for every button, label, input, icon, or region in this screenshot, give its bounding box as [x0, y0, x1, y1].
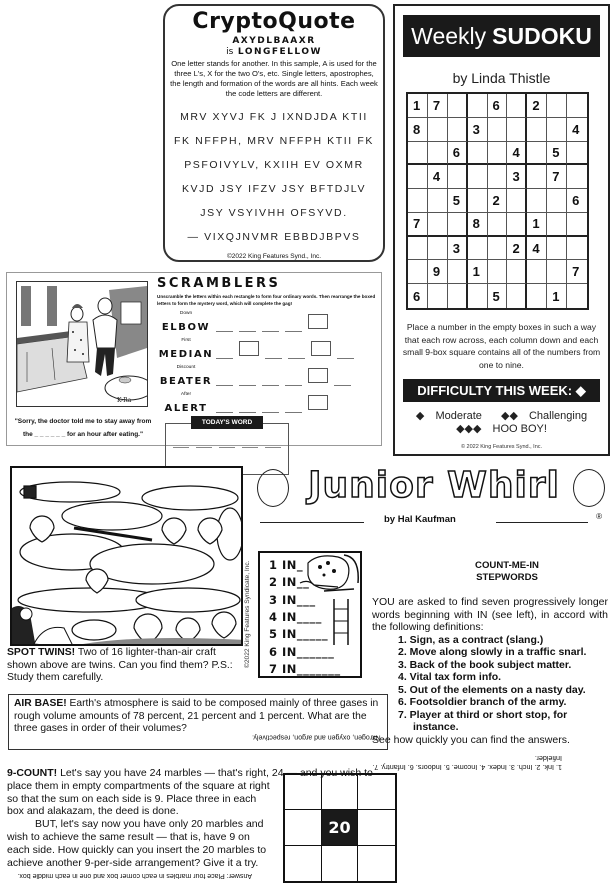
- stepword-clue: 3. Back of the book subject matter.: [398, 658, 572, 671]
- letter-slot[interactable]: [285, 395, 302, 413]
- stepwords-answer-inverted: 1. Ink. 2. Inch. 3. Index. 4. Income. 5. Indoors. 6. Infantry. 7. Infielder.: [372, 754, 562, 772]
- sudoku-cell[interactable]: [448, 260, 468, 284]
- square-compartment: [285, 810, 322, 845]
- junior-whirl-byline: by Hal Kaufman: [384, 514, 456, 525]
- sudoku-cell[interactable]: [408, 142, 428, 166]
- sudoku-cell[interactable]: [527, 118, 547, 142]
- spot-twins-lead: SPOT TWINS!: [7, 647, 76, 658]
- cipher-line: MRV XYVJ FK J IXNDJDA KTII: [180, 111, 368, 123]
- cartoon-caption: "Sorry, the doctor told me to stay away from the _ _ _ _ _ _ for an hour after eating.": [14, 418, 152, 438]
- sudoku-cell[interactable]: 8: [408, 118, 428, 142]
- cipher-line: KVJD JSY IFZV JSY BFTDJLV: [181, 183, 367, 195]
- letter-slot[interactable]: [216, 341, 233, 359]
- airship: [90, 544, 214, 584]
- sudoku-cell[interactable]: [448, 213, 468, 237]
- todays-word-blanks: [173, 447, 281, 448]
- stepword-row: 2 IN__: [269, 575, 310, 590]
- stepword-row: 4 IN____: [269, 609, 322, 624]
- blimp-vertical: [217, 508, 243, 560]
- sudoku-cell[interactable]: [567, 213, 587, 237]
- sudoku-cell[interactable]: 1: [527, 213, 547, 237]
- stepword-row: 7 IN_______: [269, 661, 341, 676]
- scrambled-word: [157, 337, 215, 362]
- sudoku-cell[interactable]: [527, 284, 547, 308]
- spot-twins-copyright: ©2022 King Features Syndicate, Inc.: [244, 560, 251, 668]
- sudoku-cell[interactable]: 7: [428, 94, 448, 118]
- junior-whirl-title: Junior Whirl: [308, 465, 560, 506]
- sudoku-cell[interactable]: [448, 284, 468, 308]
- cipher-line: FK NFFPH, MRV NFFPH KTII FK: [174, 135, 374, 147]
- sudoku-banner: [403, 15, 600, 57]
- stepword-clue: 2. Move along slowly in a traffic snarl.: [398, 646, 587, 658]
- word-letters: ALERT: [164, 403, 208, 414]
- todays-word-slot[interactable]: [265, 447, 281, 448]
- letter-slot[interactable]: [239, 368, 256, 386]
- sudoku-cell[interactable]: [527, 142, 547, 166]
- sudoku-cell[interactable]: [448, 94, 468, 118]
- junior-whirl-byline-row: [258, 510, 608, 528]
- sudoku-cell[interactable]: [567, 237, 587, 261]
- cryptoquote-sample: [165, 36, 383, 58]
- sudoku-cell[interactable]: [527, 165, 547, 189]
- stepword-clue: 6. Footsoldier branch of the army.: [398, 696, 567, 708]
- word-letters: MEDIAN: [158, 349, 214, 360]
- airship: [62, 502, 162, 530]
- boxed-letter-slot[interactable]: [308, 395, 328, 410]
- stepword-row: 1 IN_: [269, 558, 304, 572]
- scramblers-description: Unscramble the letters within each rectangle to form four ordinary words. Then rearrange the boxed letters to form the mystery word, which will complete the gag!: [157, 294, 376, 306]
- sudoku-cell[interactable]: [428, 189, 448, 213]
- stepwords-intro: YOU are asked to find seven progressively longer words beginning with IN (see left), in accord with the following definitions:: [372, 596, 608, 633]
- sudoku-cell[interactable]: [527, 189, 547, 213]
- stepwords-outro: See how quickly you can find the answers.: [372, 733, 570, 746]
- letter-slot[interactable]: [239, 314, 256, 332]
- sudoku-cell[interactable]: [507, 94, 527, 118]
- letter-slot[interactable]: [337, 341, 354, 359]
- sudoku-cell[interactable]: 5: [488, 284, 508, 308]
- sudoku-cell[interactable]: [428, 237, 448, 261]
- diamond-icon: ◆: [415, 410, 425, 422]
- sudoku-cell[interactable]: [507, 260, 527, 284]
- sudoku-cell[interactable]: [488, 118, 508, 142]
- stepword-clue: 1. Sign, as a contract (slang.): [398, 633, 544, 646]
- sudoku-cell[interactable]: [488, 260, 508, 284]
- stepword-row: 3 IN___: [269, 592, 316, 607]
- sudoku-cell[interactable]: 3: [468, 118, 488, 142]
- sudoku-cell[interactable]: [428, 142, 448, 166]
- air-base-box: AIR BASE! Earth's atmosphere is said to be composed mainly of three gases in rough volume amounts of 78 percent, 21 percent and 1 percent. What are the three gases in order of their volumes? Nitrogen, oxygen and argon, respectively.: [8, 694, 388, 750]
- sudoku-cell[interactable]: [567, 142, 587, 166]
- todays-word-slot[interactable]: [196, 447, 212, 448]
- air-base-lead: AIR BASE!: [14, 698, 67, 709]
- air-base-answer-inverted: Nitrogen, oxygen and argon, respectively.: [252, 734, 381, 741]
- todays-word-slot[interactable]: [173, 447, 189, 448]
- stepword-row: 6 IN______: [269, 644, 335, 659]
- sudoku-cell[interactable]: 7: [567, 260, 587, 284]
- sudoku-cell[interactable]: [428, 118, 448, 142]
- sudoku-cell[interactable]: [468, 165, 488, 189]
- nine-count-answer-inverted: Answer: Place four marbles in each corner box and one in each middle box.: [17, 872, 252, 880]
- sudoku-cell[interactable]: 1: [468, 260, 488, 284]
- sudoku-grid: [406, 92, 589, 310]
- sudoku-cell[interactable]: 4: [428, 165, 448, 189]
- square-compartment: [358, 775, 395, 810]
- sudoku-cell[interactable]: [507, 189, 527, 213]
- square-compartment: [322, 775, 359, 810]
- sudoku-cell[interactable]: [507, 213, 527, 237]
- cryptoquote-copyright: ©2022 King Features Synd., Inc.: [226, 253, 322, 260]
- count-me-in-section: [372, 560, 612, 772]
- word-hint: After: [180, 392, 192, 397]
- sudoku-cell[interactable]: 4: [507, 142, 527, 166]
- sudoku-cell[interactable]: [547, 213, 567, 237]
- letter-slot[interactable]: [216, 368, 233, 386]
- sudoku-cell[interactable]: 5: [448, 189, 468, 213]
- byline-rule-right: [496, 522, 588, 523]
- sudoku-cell[interactable]: [547, 189, 567, 213]
- letter-slot[interactable]: [262, 314, 279, 332]
- girl-face-icon: [573, 469, 605, 507]
- stepword-clue: 7. Player at third or short stop, for instance.: [398, 708, 568, 733]
- sudoku-cell[interactable]: [507, 118, 527, 142]
- answer-blanks: [216, 341, 354, 359]
- sudoku-cell[interactable]: [547, 94, 567, 118]
- nine-count-section: 9-COUNT! Let's say you have 24 marbles — that's right, 24 — and you wish to place them in empty compartments of the square at right so that the sum on each side is 9. Place three in each box and alakazam, the deed is done. BUT, let's say now you have only 20 marbles and wish to achieve the same result — that is, have 9 on each side. How quickly can you insert the 20 marbles to achieve another 9-per-side arrangement? Give it a try. Answer: Place four marbles in each corner box and one in each middle box.: [7, 767, 373, 880]
- word-hint: Down: [179, 311, 193, 316]
- letter-slot[interactable]: [265, 341, 282, 359]
- sudoku-cell[interactable]: 3: [507, 165, 527, 189]
- answer-blanks: [216, 368, 351, 386]
- airships-and-balloons-drawing: [12, 468, 243, 646]
- marble-square-grid: [283, 773, 397, 883]
- letter-slot[interactable]: [239, 395, 256, 413]
- stepwords-clues: [398, 634, 612, 734]
- sudoku-cell[interactable]: 6: [408, 284, 428, 308]
- level-challenging: ◆◆ Challenging: [500, 410, 588, 422]
- cryptoquote-panel: [163, 4, 385, 262]
- scrambled-word: [157, 310, 215, 335]
- word-hint: First: [181, 338, 191, 343]
- letter-slot[interactable]: [216, 314, 233, 332]
- sudoku-cell[interactable]: 2: [488, 189, 508, 213]
- cipher-line: PSFOIVYLV, KXIIH EV OXMR: [184, 159, 364, 171]
- square-compartment: [358, 846, 395, 881]
- todays-word-label: TODAY'S WORD: [191, 416, 263, 429]
- stepword-row: 5 IN_____: [269, 627, 329, 642]
- letter-slot[interactable]: [262, 395, 279, 413]
- sudoku-cell[interactable]: [547, 118, 567, 142]
- sudoku-cell[interactable]: 6: [567, 189, 587, 213]
- sudoku-cell[interactable]: [488, 213, 508, 237]
- sudoku-copyright: © 2022 King Features Synd., Inc.: [460, 444, 543, 450]
- registered-mark: ®: [596, 512, 602, 521]
- sudoku-cell[interactable]: [408, 189, 428, 213]
- scrambled-word: [157, 364, 215, 389]
- letter-slot[interactable]: [334, 368, 351, 386]
- todays-word-slot[interactable]: [219, 447, 235, 448]
- sudoku-panel: [393, 4, 610, 456]
- sudoku-cell[interactable]: 7: [547, 165, 567, 189]
- sudoku-cell[interactable]: [428, 213, 448, 237]
- sudoku-cell[interactable]: 2: [507, 237, 527, 261]
- scramblers-title: SCRAMBLERS: [157, 276, 281, 291]
- answer-blanks: [216, 395, 328, 413]
- sudoku-cell[interactable]: [448, 165, 468, 189]
- sudoku-cell[interactable]: 4: [567, 118, 587, 142]
- sudoku-cell[interactable]: [488, 237, 508, 261]
- diamond-icon: ◆◆◆: [456, 423, 482, 435]
- square-compartment: [285, 846, 322, 881]
- sudoku-cell[interactable]: 7: [408, 213, 428, 237]
- sudoku-cell[interactable]: [468, 189, 488, 213]
- letter-slot[interactable]: [262, 368, 279, 386]
- sudoku-instructions: Place a number in the empty boxes in such a way that each row across, each column down and each small 9-box square contains all of the numbers from one to nine.: [402, 322, 601, 370]
- sudoku-cell[interactable]: [547, 260, 567, 284]
- level-moderate: ◆ Moderate: [415, 410, 482, 422]
- sudoku-cell[interactable]: 3: [448, 237, 468, 261]
- todays-word-slot[interactable]: [242, 447, 258, 448]
- spot-twins-illustration: [10, 466, 243, 646]
- nine-count-lead: 9-COUNT!: [7, 767, 58, 779]
- word-letters: BEATER: [159, 376, 213, 387]
- level-hoo-boy: ◆◆◆ HOO BOY!: [456, 423, 547, 435]
- byline-rule-left: [260, 522, 364, 523]
- sudoku-cell[interactable]: 1: [547, 284, 567, 308]
- square-center-value: 20: [322, 810, 359, 845]
- sudoku-cell[interactable]: [507, 284, 527, 308]
- sudoku-cell[interactable]: [408, 165, 428, 189]
- letter-slot[interactable]: [288, 341, 305, 359]
- sudoku-cell[interactable]: [488, 142, 508, 166]
- svg-text:K-Ra: K-Ra: [117, 397, 132, 404]
- cryptoquote-rules: One letter stands for another. In this sample, A is used for the three L's, X for the two O's, etc. Single letters, apostrophes, the length and formation of the words are all hints. Each week the code letters are different.: [170, 59, 378, 98]
- banner-sudoku: SUDOKU: [492, 22, 592, 49]
- letter-slot[interactable]: [216, 395, 233, 413]
- square-compartment: [358, 810, 395, 845]
- cipher-line: JSY VSYIVHH OFSYVD.: [200, 207, 348, 219]
- answer-blanks: [216, 314, 328, 332]
- letter-slot[interactable]: [285, 368, 302, 386]
- cryptoquote-title: CryptoQuote: [192, 9, 356, 34]
- difficulty-legend: [395, 410, 608, 436]
- sudoku-cell[interactable]: 8: [468, 213, 488, 237]
- boxed-letter-slot[interactable]: [308, 314, 328, 329]
- sample-is: is: [226, 47, 234, 57]
- sudoku-cell[interactable]: 2: [527, 94, 547, 118]
- stepwords-box: [258, 551, 362, 678]
- boxed-letter-slot[interactable]: [311, 341, 331, 356]
- boy-face-icon: [257, 469, 289, 507]
- sudoku-cell[interactable]: [468, 237, 488, 261]
- kitchen-cartoon-illustration: [17, 282, 148, 407]
- word-hint: Discount: [176, 365, 196, 370]
- scramblers-panel: [6, 272, 382, 446]
- cipher-author: — VIXQJNVMR EBBDJBPVS: [187, 231, 361, 243]
- airship: [72, 620, 116, 640]
- letter-slot[interactable]: [285, 314, 302, 332]
- square-compartment: [322, 846, 359, 881]
- sudoku-cell[interactable]: 6: [448, 142, 468, 166]
- airship: [24, 486, 36, 498]
- sudoku-byline: by Linda Thistle: [452, 70, 551, 86]
- sudoku-cell[interactable]: 6: [488, 94, 508, 118]
- count-me-in-heading: COUNT-ME-IN STEPWORDS: [475, 560, 539, 583]
- sudoku-cell[interactable]: [428, 284, 448, 308]
- sudoku-cell[interactable]: [567, 94, 587, 118]
- sudoku-cell[interactable]: 1: [408, 94, 428, 118]
- airship: [142, 486, 238, 510]
- word-letters: ELBOW: [161, 322, 211, 333]
- sudoku-cell[interactable]: [488, 165, 508, 189]
- sudoku-cell[interactable]: [408, 260, 428, 284]
- diamond-icon: ◆◆: [500, 410, 518, 422]
- banner-weekly: Weekly: [411, 22, 487, 49]
- sample-code: AXYDLBAAXR: [232, 36, 316, 46]
- sudoku-cell[interactable]: 5: [547, 142, 567, 166]
- sudoku-cell[interactable]: 9: [428, 260, 448, 284]
- sudoku-cell[interactable]: [468, 94, 488, 118]
- scramblers-cartoon: [16, 281, 148, 407]
- airship: [136, 588, 240, 612]
- junior-whirl-logo: [257, 465, 609, 510]
- sudoku-cell[interactable]: [468, 142, 488, 166]
- sudoku-cell[interactable]: [567, 284, 587, 308]
- sample-plain: LONGFELLOW: [237, 47, 322, 57]
- sudoku-cell[interactable]: [408, 237, 428, 261]
- sudoku-cell[interactable]: [567, 165, 587, 189]
- sudoku-cell[interactable]: [527, 260, 547, 284]
- sudoku-cell[interactable]: [468, 284, 488, 308]
- sudoku-cell[interactable]: [448, 118, 468, 142]
- boxed-letter-slot[interactable]: [239, 341, 259, 356]
- sudoku-cell[interactable]: [547, 237, 567, 261]
- boxed-letter-slot[interactable]: [308, 368, 328, 383]
- sudoku-cell[interactable]: 4: [527, 237, 547, 261]
- difficulty-banner: DIFFICULTY THIS WEEK: ◆: [403, 379, 600, 402]
- scrambled-word: [157, 391, 215, 416]
- stepword-clue: 5. Out of the elements on a nasty day.: [398, 683, 586, 696]
- spot-twins-text: SPOT TWINS! Two of 16 lighter-than-air craft shown above are twins. Can you find them? P.S.: Study them carefully.: [7, 647, 233, 683]
- stepword-clue: 4. Vital tax form info.: [398, 671, 502, 683]
- square-compartment: [285, 775, 322, 810]
